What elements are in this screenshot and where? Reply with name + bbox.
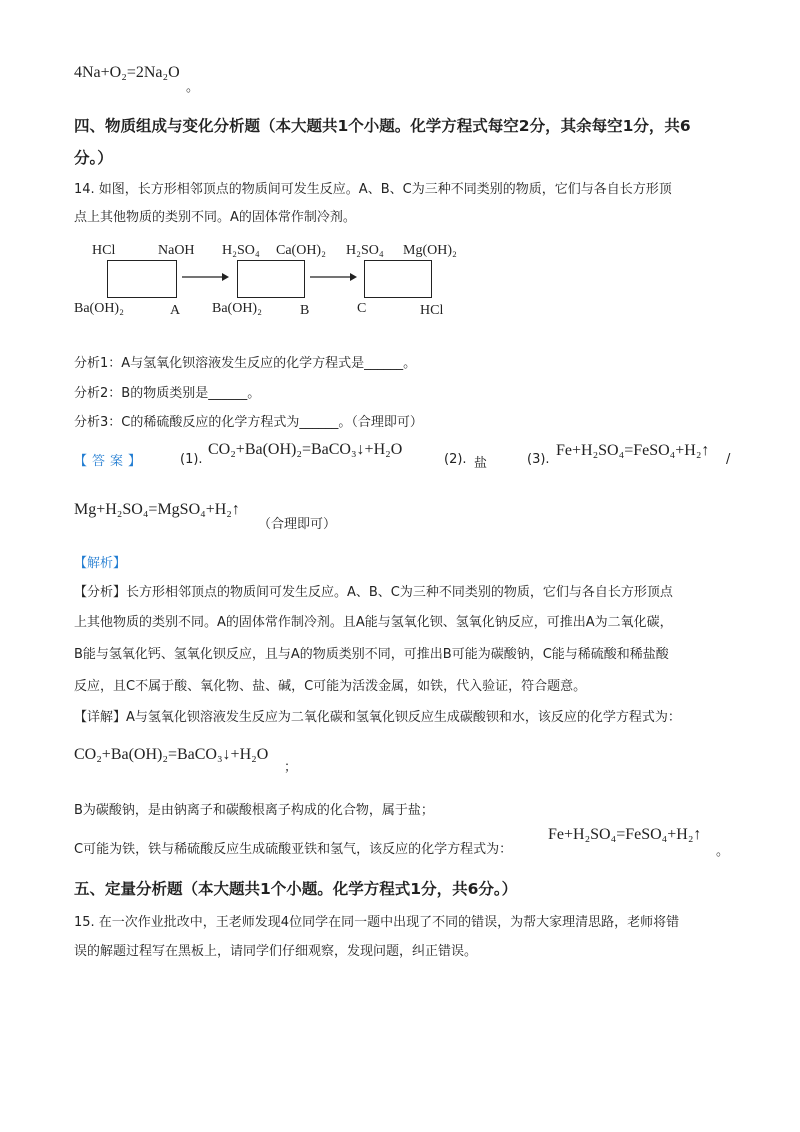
section4-heading-line1: 四、物质组成与变化分析题（本大题共1个小题。化学方程式每空2分，其余每空1分，共6 [74,117,691,135]
answer-number-3: (3). [527,452,550,467]
box2-rectangle [237,260,305,298]
jiexi-para-7-equation: Fe+H₂SO₄=FeSO₄+H₂↑ [548,826,702,843]
answer-equation-4: Mg+H₂SO₄=MgSO₄+H₂↑ [74,501,240,518]
jiexi-semicolon: ； [284,760,298,775]
jiexi-para-3: B能与氢氧化钙、氢氧化钡反应，且与A的物质类别不同，可推出B可能为碳酸钠，C能与稀硫酸和稀盐酸 [74,647,669,662]
answer-equation-3: Fe+H₂SO₄=FeSO₄+H₂↑ [556,442,710,459]
jiexi-tag: 【解析】 [74,556,127,571]
box3-bottom-right-label: HCl [420,303,444,318]
section4-heading-line2: 分。） [74,149,113,167]
box1-top-right-label: NaOH [158,243,195,258]
section5-heading: 五、定量分析题（本大题共1个小题。化学方程式1分，共6分。） [74,880,518,898]
jiexi-para-5: 【详解】A与氢氧化钡溶液发生反应为二氧化碳和氢氧化钡反应生成碳酸钡和水，该反应的化学方程式为： [74,710,681,725]
box2-bottom-left-label: Ba(OH)₂ [212,301,262,316]
box2-top-left-label: H₂SO₄ [222,243,260,258]
answer-tag: 【答案】 [74,454,147,469]
q14-text-line2: 点上其他物质的类别不同。A的固体常作制冷剂。 [74,210,356,225]
box3-top-left-label: H₂SO₄ [346,243,384,258]
box2-top-right-label: Ca(OH)₂ [276,243,326,258]
box1-bottom-left-label: Ba(OH)₂ [74,301,124,316]
jiexi-para-1: 【分析】长方形相邻顶点的物质间可发生反应。A、B、C为三种不同类别的物质，它们与各自长方形顶点 [74,585,673,600]
box2-bottom-right-label: B [300,303,310,318]
q15-text-line1: 15. 在一次作业批改中，王老师发现4位同学在同一题中出现了不同的错误，为帮大家理清思路，老师将错 [74,915,680,930]
q15-text-line2: 误的解题过程写在黑板上，请同学们仔细观察，发现问题，纠正错误。 [74,944,478,959]
answer-salt: 盐 [474,456,488,471]
arrow-right-icon [182,271,230,283]
box1-rectangle [107,260,177,298]
jiexi-para-7: C可能为铁，铁与稀硫酸反应生成硫酸亚铁和氢气，该反应的化学方程式为： [74,842,513,857]
answer-number-1: (1). [180,452,203,467]
top-equation: 4Na+O₂=2Na₂O [74,64,180,81]
jiexi-para-7-period: 。 [716,844,730,859]
jiexi-para-4: 反应，且C不属于酸、氧化物、盐、碱，C可能为活泼金属，如铁，代入验证，符合题意。 [74,679,587,694]
answer-note: （合理即可） [258,517,337,532]
answer-slash: / [726,452,731,467]
analysis-1: 分析1：A与氢氧化钡溶液发生反应的化学方程式是______。 [74,356,417,371]
analysis-2: 分析2：B的物质类别是______。 [74,386,261,401]
jiexi-equation: CO₂+Ba(OH)₂=BaCO₃↓+H₂O [74,746,269,763]
answer-number-2: (2). [444,452,467,467]
answer-equation-1: CO₂+Ba(OH)₂=BaCO₃↓+H₂O [208,441,403,458]
jiexi-para-2: 上其他物质的类别不同。A的固体常作制冷剂。且A能与氢氧化钡、氢氧化钠反应，可推出A为二氧化碳， [74,615,673,630]
box3-rectangle [364,260,432,298]
box3-bottom-left-label: C [357,301,367,316]
box1-top-left-label: HCl [92,243,116,258]
q14-text-line1: 14. 如图，长方形相邻顶点的物质间可发生反应。A、B、C为三种不同类别的物质，它们与各自长方形顶 [74,182,672,197]
jiexi-para-6: B为碳酸钠，是由钠离子和碳酸根离子构成的化合物，属于盐； [74,803,434,818]
analysis-3: 分析3：C的稀硫酸反应的化学方程式为______。（合理即可） [74,415,423,430]
box3-top-right-label: Mg(OH)₂ [403,243,457,258]
arrow-right-icon [310,271,358,283]
box1-bottom-right-label: A [170,303,181,318]
top-period: 。 [186,80,200,95]
